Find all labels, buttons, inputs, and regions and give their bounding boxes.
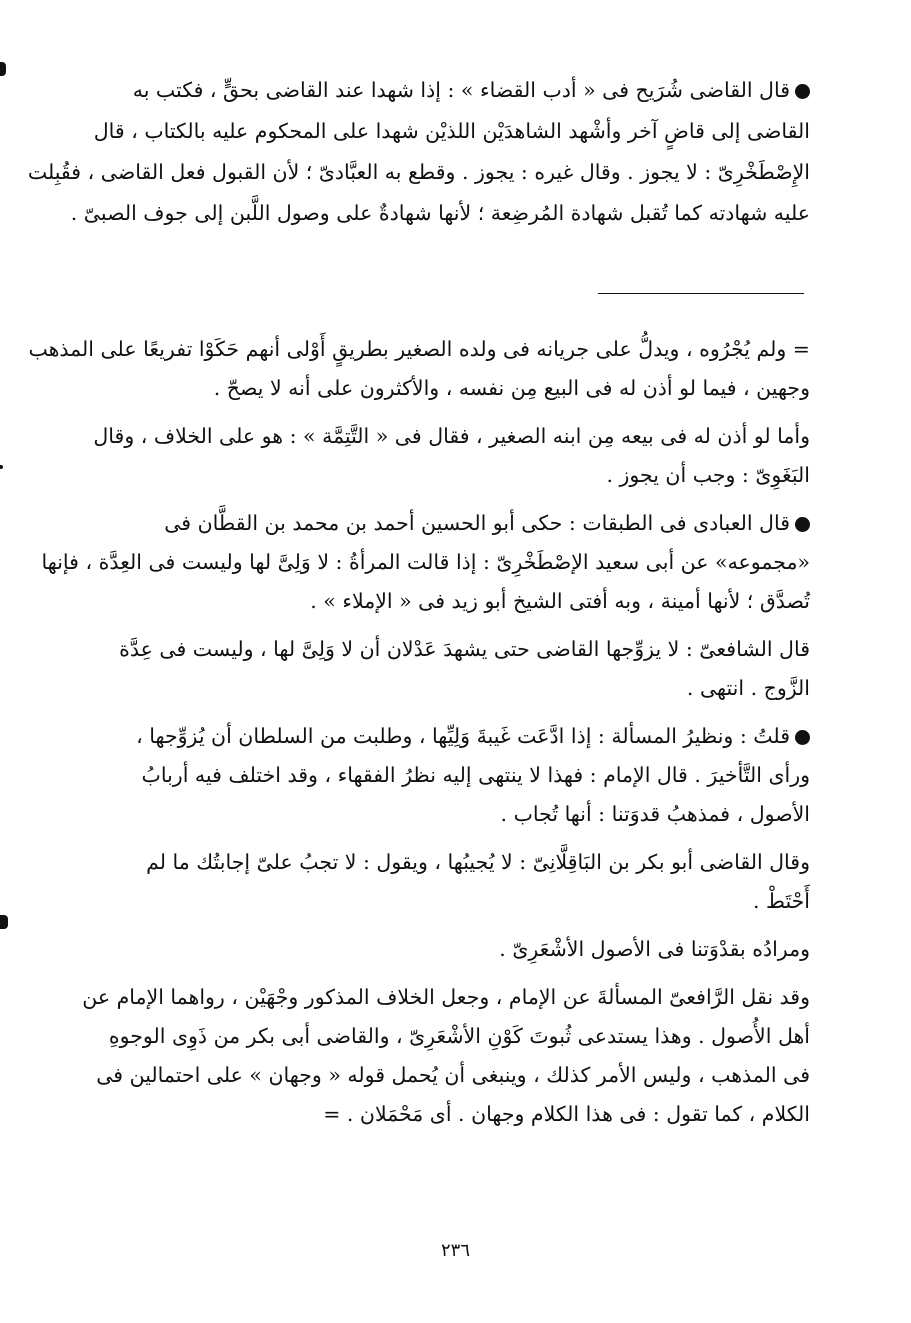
footnote-paragraph [41,504,810,621]
text-line: وأما لو أذن له فى بيعه مِن ابنه الصغير ، فقال فى « التَّتِمَّة » : هو على الخلاف ، وقال [93,424,810,448]
text-line: ورأى التَّأخيرَ . قال الإمام : فهذا لا ينتهى إليه نظرُ الفقهاء ، وقد اختلف فيه أربابُ [141,763,810,787]
text-line: البَغَوِىّ : وجب أن يجوز . [606,463,810,487]
text-line: أَحْتَطْ . [752,889,810,913]
footnote-paragraph [82,978,810,1134]
text-line [82,70,810,111]
text-line-content: قال العبادى فى الطبقات : حكى أبو الحسين أحمد بن محمد بن القطَّان فى [164,511,790,535]
text-line: «مجموعه» عن أبى سعيد الإصْطَخْرِىّ : إذا قالت المرأةُ : لا وَلِىَّ لها وليست فى العِدَّة ، فإنها [41,550,810,574]
text-line: = ولم يُجْرُوه ، ويدلُّ على جريانه فى ولده الصغير بطريقٍ أَوْلى أنهم حَكَوْا تفريعًا على المذهب [28,337,810,361]
bullet-icon [795,84,810,99]
main-paragraph [27,70,810,234]
footnote-paragraph [82,417,810,495]
text-line: عليه شهادته كما تُقبل شهادة المُرضِعة ؛ لأنها شهادةٌ على وصول اللَّبن إلى جوف الصبىّ . [70,201,810,225]
text-line: الإِصْطَخْرِىّ : لا يجوز . وقال غيره : يجوز . وقطع به العبَّادىّ ؛ لأن القبول فعل القاضى ، فقُبِلت [27,160,810,184]
bullet-icon [795,730,810,745]
text-line: الكلام ، كما تقول : فى هذا الكلام وجهان . أى مَحْمَلان . = [323,1102,810,1126]
footnote-paragraph [28,330,810,408]
text-line: تُصدَّق ؛ لأنها أمينة ، وبه أفتى الشيخ أبو زيد فى « الإملاء » . [310,589,810,613]
text-line: وقال القاضى أبو بكر بن البَاقِلَّانِىّ : لا يُجيبُها ، ويقول : لا تجبُ علىّ إجابتُك ما لم [146,850,810,874]
page-number: ٢٣٦ [440,1240,470,1261]
text-line: قال الشافعىّ : لا يزوِّجها القاضى حتى يشهدَ عَدْلان أن لا وَلِىَّ لها ، وليست فى عِدَّة [119,637,810,661]
text-line [82,717,810,756]
margin-mark [0,465,3,469]
text-line: وجهين ، فيما لو أذن له فى البيع مِن نفسه ، والأكثرون على أنه لا يصحّ . [213,376,810,400]
footnotes [28,330,810,1143]
footnote-paragraph [82,930,810,969]
margin-mark [0,915,8,929]
main-text [27,70,810,244]
text-line: أهل الأُصول . وهذا يستدعى ثُبوتَ كَوْنِ الأشْعَرِىّ ، والقاضى أبى بكر من ذَوِى الوجوهِ [108,1024,810,1048]
footnote-paragraph [82,717,810,834]
text-line: وقد نقل الرَّافعىّ المسألةَ عن الإمام ، وجعل الخلاف المذكور وجْهَيْن ، رواهما الإمام عن [82,985,810,1009]
text-line: القاضى إلى قاضٍ آخر وأشْهد الشاهدَيْن اللذيْن شهدا على المحكوم عليه بالكتاب ، قال [93,119,810,143]
footnote-separator [598,293,804,294]
footnote-paragraph [82,630,810,708]
text-line: فى المذهب ، وليس الأمر كذلك ، وينبغى أن يُحمل قوله « وجهان » على احتمالين فى [96,1063,810,1087]
text-line: الزَّوج . انتهى . [686,676,810,700]
footnote-paragraph [82,843,810,921]
text-line: الأصول ، فمذهبُ قدوَتنا : أنها تُجاب . [500,802,810,826]
text-line-content: قلتُ : ونظيرُ المسألة : إذا ادَّعَت غَيبةَ وَلِيِّها ، وطلبت من السلطان أن يُزوِّجها ، [136,724,790,748]
text-line [82,504,810,543]
text-line: ومرادُه بقدْوَتنا فى الأصول الأشْعَرِىّ . [499,937,810,961]
text-line-content: قال القاضى شُرَيح فى « أدب القضاء » : إذا شهدا عند القاضى بحقٍّ ، فكتب به [132,78,790,102]
bullet-icon [795,517,810,532]
margin-mark [0,62,6,76]
